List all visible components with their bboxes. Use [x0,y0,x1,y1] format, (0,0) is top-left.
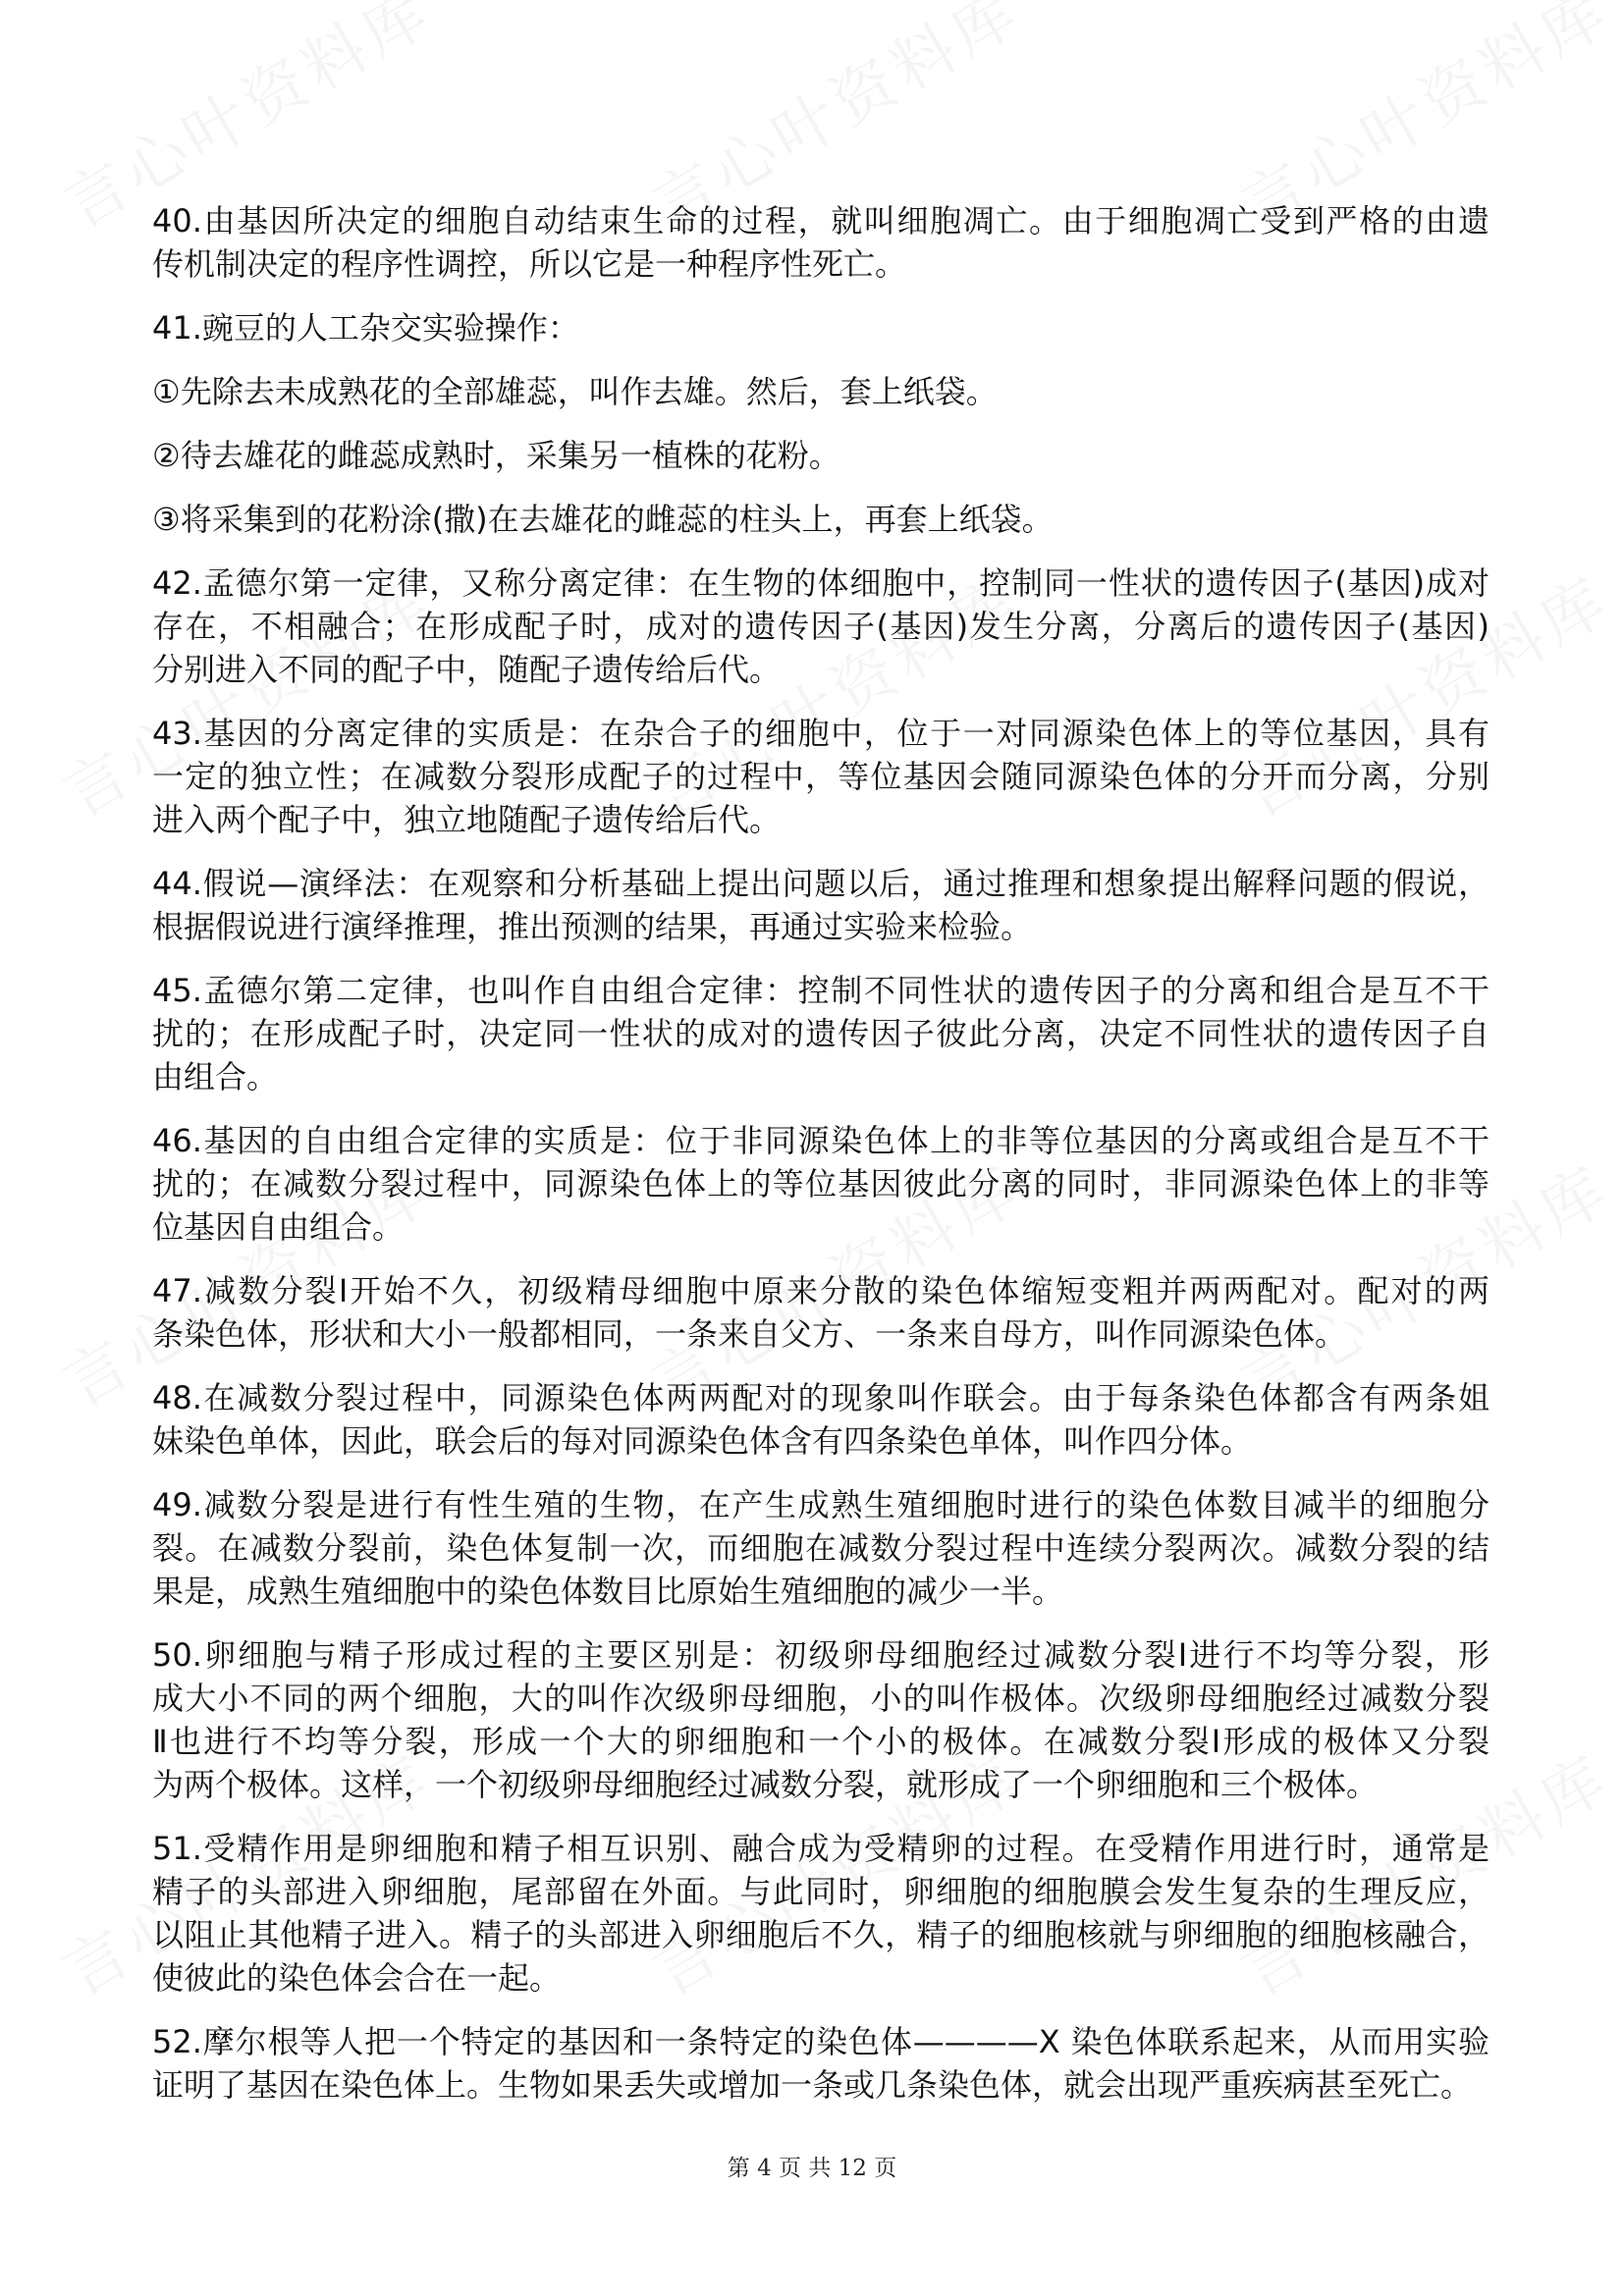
paragraph-line: Ⅱ也进行不均等分裂，形成一个大的卵细胞和一个小的极体。在减数分裂Ⅰ形成的极体又分裂 [152,1723,1489,1760]
document-body [152,199,1489,2127]
paragraph-line: ③将采集到的花粉涂(撒)在去雄花的雌蕊的柱头上，再套上纸袋。 [152,501,1054,538]
paragraph [152,306,1489,349]
paragraph-line: 45.孟德尔第二定律，也叫作自由组合定律：控制不同性状的遗传因子的分离和组合是互不干 [152,972,1489,1009]
paragraph-line: 证明了基因在染色体上。生物如果丢失或增加一条或几条染色体，就会出现严重疾病甚至死亡。 [152,2066,1473,2104]
paragraph-line: 传机制决定的程序性调控，所以它是一种程序性死亡。 [152,245,907,283]
paragraph-line: 48.在减数分裂过程中，同源染色体两两配对的现象叫作联会。由于每条染色体都含有两条姐 [152,1379,1489,1416]
paragraph [152,498,1489,541]
paragraph-line: 44.假说—演绎法：在观察和分析基础上提出问题以后，通过推理和想象提出解释问题的假说， [152,865,1489,902]
paragraph [152,712,1489,841]
paragraph-line: 49.减数分裂是进行有性生殖的生物，在产生成熟生殖细胞时进行的染色体数目减半的细胞分 [152,1486,1489,1523]
paragraph-line: 42.孟德尔第一定律，又称分离定律：在生物的体细胞中，控制同一性状的遗传因子(基因)成对 [152,564,1489,602]
page-footer: 第 4 页 共 12 页 [727,2156,897,2181]
paragraph-line: 52.摩尔根等人把一个特定的基因和一条特定的染色体————X 染色体联系起来，从而用实验 [152,2023,1489,2060]
paragraph-line: 扰的；在形成配子时，决定同一性状的成对的遗传因子彼此分离，决定不同性状的遗传因子自 [152,1015,1489,1052]
paragraph-line: 扰的；在减数分裂过程中，同源染色体上的等位基因彼此分离的同时，非同源染色体上的非等 [152,1165,1489,1202]
paragraph-line: 为两个极体。这样，一个初级卵母细胞经过减数分裂，就形成了一个卵细胞和三个极体。 [152,1766,1379,1803]
paragraph-line: 43.基因的分离定律的实质是：在杂合子的细胞中，位于一对同源染色体上的等位基因，具有 [152,715,1489,752]
paragraph [152,434,1489,477]
paragraph [152,1633,1489,1806]
paragraph-line: 进入两个配子中，独立地随配子遗传给后代。 [152,801,782,838]
paragraph [152,1827,1489,2000]
paragraph-line: 一定的独立性；在减数分裂形成配子的过程中，等位基因会随同源染色体的分开而分离，分别 [152,758,1489,795]
paragraph [152,1376,1489,1463]
paragraph [152,370,1489,413]
paragraph-line: 由组合。 [152,1058,279,1095]
paragraph [152,862,1489,948]
paragraph-line: ②待去雄花的雌蕊成熟时，采集另一植株的花粉。 [152,437,840,474]
paragraph-line: 47.减数分裂Ⅰ开始不久，初级精母细胞中原来分散的染色体缩短变粗并两两配对。配对的两 [152,1272,1489,1309]
paragraph [152,1483,1489,1613]
paragraph [152,1269,1489,1356]
paragraph-line: 裂。在减数分裂前，染色体复制一次，而细胞在减数分裂过程中连续分裂两次。减数分裂的结 [152,1529,1489,1567]
paragraph [152,969,1489,1098]
paragraph-line: 果是，成熟生殖细胞中的染色体数目比原始生殖细胞的减少一半。 [152,1573,1064,1610]
paragraph-line: 41.豌豆的人工杂交实验操作： [152,309,579,347]
paragraph-line: 条染色体，形状和大小一般都相同，一条来自父方、一条来自母方，叫作同源染色体。 [152,1315,1347,1353]
paragraph-line: 位基因自由组合。 [152,1208,405,1246]
paragraph-line: ①先除去未成熟花的全部雄蕊，叫作去雄。然后，套上纸袋。 [152,373,998,410]
paragraph-line: 40.由基因所决定的细胞自动结束生命的过程，就叫细胞凋亡。由于细胞凋亡受到严格的由遗 [152,202,1489,240]
paragraph-line: 50.卵细胞与精子形成过程的主要区别是：初级卵母细胞经过减数分裂Ⅰ进行不均等分裂，形 [152,1636,1489,1674]
paragraph [152,199,1489,286]
paragraph-line: 成大小不同的两个细胞，大的叫作次级卵母细胞，小的叫作极体。次级卵母细胞经过减数分裂 [152,1680,1489,1717]
paragraph-line: 妹染色单体，因此，联会后的每对同源染色体含有四条染色单体，叫作四分体。 [152,1422,1253,1460]
paragraph-line: 分别进入不同的配子中，随配子遗传给后代。 [152,651,782,688]
paragraph-line: 精子的头部进入卵细胞，尾部留在外面。与此同时，卵细胞的细胞膜会发生复杂的生理反应， [152,1873,1489,1910]
paragraph [152,561,1489,691]
paragraph-line: 以阻止其他精子进入。精子的头部进入卵细胞后不久，精子的细胞核就与卵细胞的细胞核融合， [152,1916,1489,1953]
paragraph [152,2020,1489,2107]
paragraph-line: 使彼此的染色体会合在一起。 [152,1959,562,1997]
paragraph-line: 46.基因的自由组合定律的实质是：位于非同源染色体上的非等位基因的分离或组合是互不干 [152,1122,1489,1159]
paragraph [152,1119,1489,1249]
paragraph-line: 51.受精作用是卵细胞和精子相互识别、融合成为受精卵的过程。在受精作用进行时，通常是 [152,1830,1489,1867]
paragraph-line: 存在，不相融合；在形成配子时，成对的遗传因子(基因)发生分离，分离后的遗传因子(基因) [152,608,1489,645]
paragraph-line: 根据假说进行演绎推理，推出预测的结果，再通过实验来检验。 [152,908,1033,945]
